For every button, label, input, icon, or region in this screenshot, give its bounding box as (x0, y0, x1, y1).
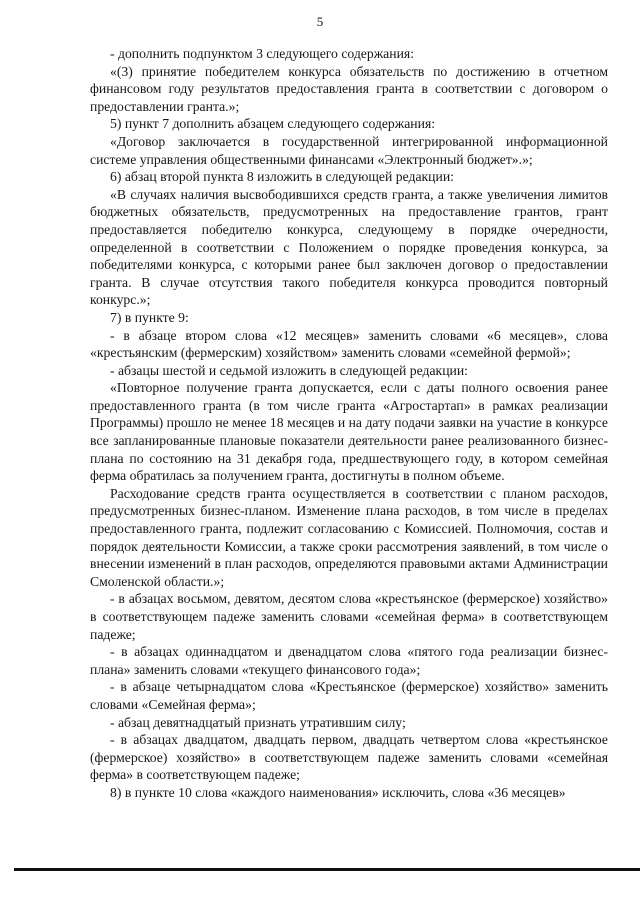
paragraph: «Повторное получение гранта допускается, если с даты полного освоения ранее предоставленного гранта (в том числе гранта «Агростартап» в рамках реализации Программы) прошло не менее 18 месяцев и на дату подачи заявки на участие в конкурсе все запланированные плановые показатели деятельности ранее реализованного бизнес-плана по состоянию на 31 декабря года, предшествующего году, в котором семейная ферма обратилась за получением гранта, достигнуты в полном объеме. (90, 380, 608, 484)
paragraph: 7) в пункте 9: (110, 309, 189, 325)
paragraph: - абзац девятнадцатый признать утратившим силу; (110, 714, 406, 730)
paragraph: - в абзацах одиннадцатом и двенадцатом слова «пятого года реализации бизнес-плана» заменить словами «текущего финансового года»; (90, 644, 608, 677)
document-body (90, 45, 608, 802)
paragraph: 6) абзац второй пункта 8 изложить в следующей редакции: (110, 169, 454, 185)
page-number: 5 (316, 14, 324, 29)
paragraph: 5) пункт 7 дополнить абзацем следующего содержания: (110, 116, 436, 132)
paragraph: - в абзацах восьмом, девятом, десятом слова «крестьянское (фермерское) хозяйство» в соответствующем падеже заменить словами «семейная ферма» в соответствующем падеже; (90, 591, 608, 642)
paragraph: «(3) принятие победителем конкурса обязательств по достижению в отчетном финансовом году результатов предоставления гранта в соответствии с договором о предоставлении гранта.»; (90, 63, 608, 114)
paragraph: - дополнить подпунктом 3 следующего содержания: (110, 46, 415, 61)
paragraph: «Договор заключается в государственной интегрированной информационной системе управления общественными финансами «Электронный бюджет».»; (90, 133, 608, 167)
paragraph: - в абзацах двадцатом, двадцать первом, двадцать четвертом слова «крестьянское (фермерское) хозяйство» в соответствующем падеже заменить словами «семейная ферма» в соответствующем падеже; (90, 732, 608, 783)
paragraph: - в абзаце втором слова «12 месяцев» заменить словами «6 месяцев», слова «крестьянским (фермерским) хозяйством» заменить словами «семейной фермой»; (90, 327, 608, 361)
paragraph: Расходование средств гранта осуществляется в соответствии с планом расходов, предусмотренных бизнес-планом. Изменение плана расходов, в том числе в пределах предоставленного гранта, подлежит согласованию с Комиссией. Полномочия, состав и порядок деятельности Комиссии, а также сроки рассмотрения заявлений, в том числе о внесении изменений в план расходов, определяются правовыми актами Администрации Смоленской области.»; (90, 485, 608, 589)
paragraph: - в абзаце четырнадцатом слова «Крестьянское (фермерское) хозяйство» заменить словами «Семейная ферма»; (90, 679, 608, 712)
scan-edge-line (14, 868, 640, 871)
paragraph: 8) в пункте 10 слова «каждого наименования» исключить, слова «36 месяцев» (110, 784, 566, 800)
paragraph: - абзацы шестой и седьмой изложить в следующей редакции: (110, 362, 468, 378)
paragraph: «В случаях наличия высвободившихся средств гранта, а также увеличения лимитов бюджетных обязательств, предусмотренных на предоставление грантов, грант предоставляется победителю конкурса, следующему в порядке очередности, определенной в соответствии с Положением о порядке проведения конкурса, за победителями конкурса, с которыми ранее был заключен договор о предоставлении гранта. В случае отсутствия такого победителя конкурса проводится повторный конкурс.»; (90, 186, 608, 308)
